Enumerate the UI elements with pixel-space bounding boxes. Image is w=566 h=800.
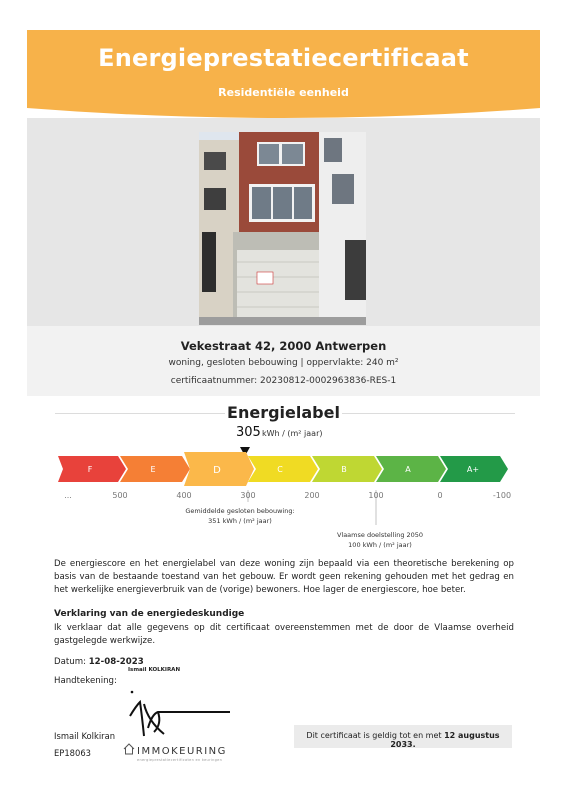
declaration-text: Ik verklaar dat alle gegevens op dit certificaat overeenstemmen met de door de Vlaamse overheid gastgelegde werkwijze. bbox=[54, 623, 514, 646]
property-description: woning, gesloten bebouwing | oppervlakte: 240 m² bbox=[168, 358, 399, 368]
validity-date: 12 augustus 2033. bbox=[390, 731, 500, 749]
tick-label: 500 bbox=[112, 491, 128, 500]
document-title: Energieprestatiecertificaat bbox=[98, 44, 469, 72]
property-address: Vekestraat 42, 2000 Antwerpen bbox=[180, 339, 387, 353]
tick-label: ... bbox=[64, 491, 72, 500]
energy-score-unit: kWh / (m² jaar) bbox=[262, 429, 323, 438]
company-logo-text: IMMOKEURING bbox=[137, 746, 227, 757]
tick-label: -100 bbox=[492, 491, 512, 500]
target-note-value: 100 kWh / (m² jaar) bbox=[348, 541, 412, 549]
energy-score: 305 bbox=[236, 425, 261, 440]
class-label-e: E bbox=[150, 465, 156, 474]
validity-label: Dit certificaat is geldig tot en met bbox=[306, 731, 442, 740]
tick-label: 200 bbox=[304, 491, 320, 500]
average-note-title: Gemiddelde gesloten bebouwing: bbox=[185, 507, 295, 515]
expert-name: Ismail Kolkiran bbox=[54, 731, 116, 741]
tick-label: 400 bbox=[176, 491, 192, 500]
explanation-paragraph: De energiescore en het energielabel van deze woning zijn bepaald via een theoretische berekening op basis van de bestaande toestand van het gebouw. Er wordt geen rekening gehouden met het gedrag en het werkelijke energieverbruik van de (vorige) bewoners. Hoe lager de energiescore, hoe beter. bbox=[54, 559, 514, 595]
tick-label: 100 bbox=[368, 491, 384, 500]
class-label-aplus: A+ bbox=[466, 465, 480, 474]
date-label: Datum: bbox=[54, 657, 86, 667]
expert-id: EP18063 bbox=[54, 748, 91, 758]
tick-label: 300 bbox=[240, 491, 256, 500]
signature-label: Handtekening: bbox=[54, 676, 117, 686]
class-label-a: A bbox=[405, 465, 411, 474]
certificate-number: certificaatnummer: 20230812-0002963836-RES-1 bbox=[170, 376, 397, 386]
average-note-value: 351 kWh / (m² jaar) bbox=[208, 517, 272, 525]
class-label-c: C bbox=[277, 465, 283, 474]
class-label-b: B bbox=[341, 465, 347, 474]
class-label-d: D bbox=[213, 465, 221, 476]
date-row bbox=[54, 657, 144, 667]
declaration-heading: Verklaring van de energiedeskundige bbox=[54, 609, 245, 619]
signature-name: Ismail KOLKIRAN bbox=[128, 667, 181, 673]
document-subtitle: Residentiële eenheid bbox=[218, 86, 349, 99]
energy-label-heading: Energielabel bbox=[227, 403, 340, 422]
target-note-title: Vlaamse doelstelling 2050 bbox=[336, 531, 424, 539]
validity-text bbox=[294, 731, 512, 749]
company-logo-tagline: energieprestatiecertificaten en keuringen bbox=[137, 758, 223, 762]
handwritten-signature bbox=[118, 676, 248, 746]
tick-label: 0 bbox=[437, 491, 443, 500]
date-value: 12-08-2023 bbox=[88, 657, 144, 667]
house-logo-icon bbox=[122, 742, 136, 756]
class-label-f: F bbox=[87, 465, 93, 474]
